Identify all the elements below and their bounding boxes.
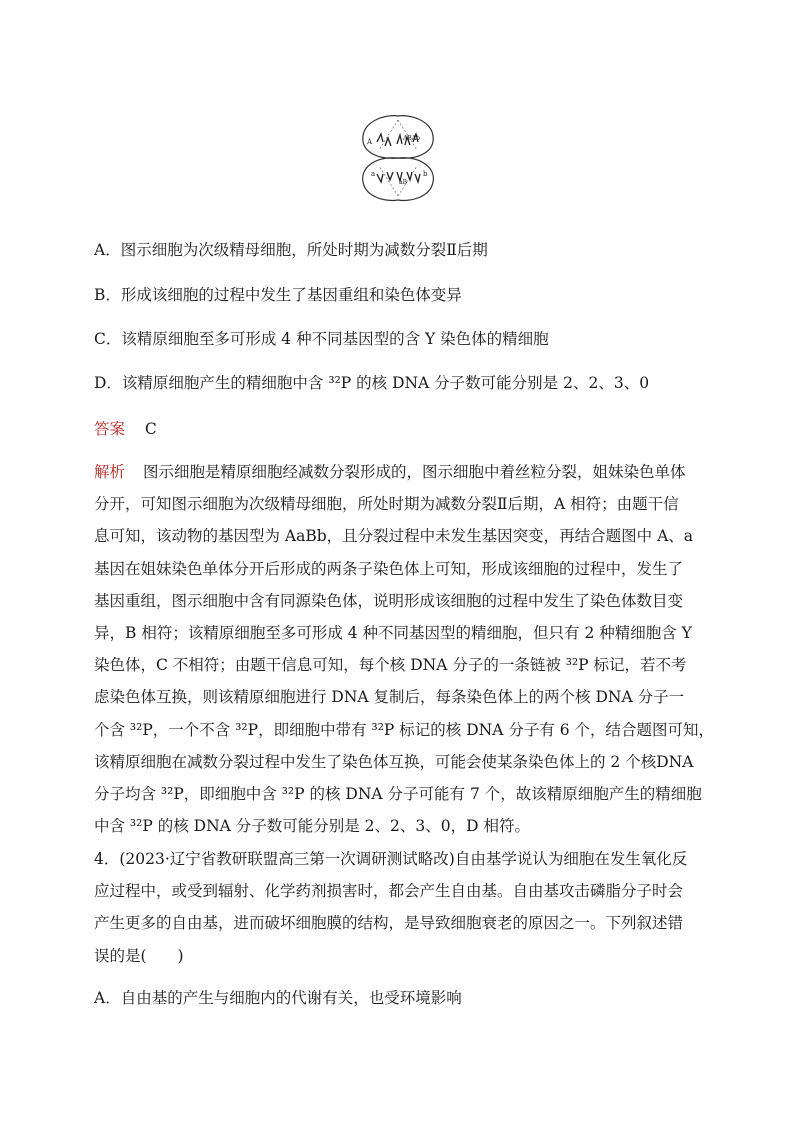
analysis-line: 基因重组，图示细胞中含有同源染色体，说明形成该细胞的过程中发生了染色体数目变 <box>94 591 684 610</box>
answer-value: C <box>144 420 157 438</box>
analysis-line: 息可知，该动物的基因型为 AaBb，且分裂过程中未发生基因突变，再结合题图中 A、a <box>94 527 694 546</box>
option-d: D．该精原细胞产生的精细胞中含 ³²P 的核 DNA 分子数可能分别是 2、2、3、0 <box>94 374 650 392</box>
gene-label-a-upper: A <box>367 138 373 146</box>
analysis-line: 基因在姐妹染色单体分开后形成的两条子染色体上可知，形成该细胞的过程中，发生了 <box>94 559 684 578</box>
analysis-block <box>94 456 715 842</box>
question-line: 应过程中，或受到辐射、化学药剂损害时，都会产生自由基。自由基攻击磷脂分子时会 <box>94 882 684 901</box>
analysis-line: 分开，可知图示细胞为次级精母细胞，所处时期为减数分裂Ⅱ后期，A 相符；由题干信 <box>94 495 679 514</box>
analysis-line: 个含 ³²P，一个不含 ³²P，即细胞中带有 ³²P 标记的核 DNA 分子有 6 个，结合题图可知， <box>94 720 715 739</box>
question-line: 4．(2023·辽宁省教研联盟高三第一次调研测试略改)自由基学说认为细胞在发生氧化反 <box>94 850 688 868</box>
gene-label-a-lower: a <box>371 170 376 178</box>
cell-division-figure <box>357 112 439 204</box>
analysis-line: 分子均含 ³²P，即细胞中含 ³²P 的核 DNA 分子可能有 7 个，故该精原细胞产生的精细胞 <box>94 785 702 804</box>
gene-label-ab: aB <box>399 179 407 186</box>
gene-label-b: b <box>423 170 428 178</box>
analysis-line: 异，B 相符；该精原细胞至多可形成 4 种不同基因型的精细胞，但只有 2 种精细胞含 Y <box>94 624 692 643</box>
analysis-line: 染色体，C 不相符；由题干信息可知，每个核 DNA 分子的一条链被 ³²P 标记，若不考 <box>94 656 687 675</box>
question-4 <box>94 843 704 972</box>
analysis-label: 解析 <box>94 463 126 481</box>
q4-option-a: A．自由基的产生与细胞内的代谢有关，也受环境影响 <box>94 989 462 1007</box>
gene-label-abab: ABAb <box>403 135 420 142</box>
answer-line <box>94 418 714 440</box>
analysis-text: 图示细胞是精原细胞经减数分裂形成的，图示细胞中着丝粒分裂，姐妹染色单体 <box>143 463 686 481</box>
analysis-line: 该精原细胞在减数分裂过程中发生了染色体互换，可能会使某条染色体上的 2 个核DNA <box>94 752 694 771</box>
analysis-line: 中含 ³²P 的核 DNA 分子数可能分别是 2、2、3、0，D 相符。 <box>94 817 530 836</box>
option-c: C．该精原细胞至多可形成 4 种不同基因型的含 Y 染色体的精细胞 <box>94 330 549 348</box>
answer-label: 答案 <box>94 420 126 438</box>
analysis-line: 虑染色体互换，则该精原细胞进行 DNA 复制后，每条染色体上的两个核 DNA 分子一 <box>94 688 685 707</box>
cell-diagram <box>357 112 439 204</box>
question-line: 误的是( ) <box>94 946 184 965</box>
analysis-line <box>94 456 704 488</box>
option-a: A．图示细胞为次级精母细胞，所处时期为减数分裂Ⅱ后期 <box>94 241 488 259</box>
question-line: 产生更多的自由基，进而破坏细胞膜的结构，是导致细胞衰老的原因之一。下列叙述错 <box>94 914 684 933</box>
option-b: B．形成该细胞的过程中发生了基因重组和染色体变异 <box>94 286 462 304</box>
